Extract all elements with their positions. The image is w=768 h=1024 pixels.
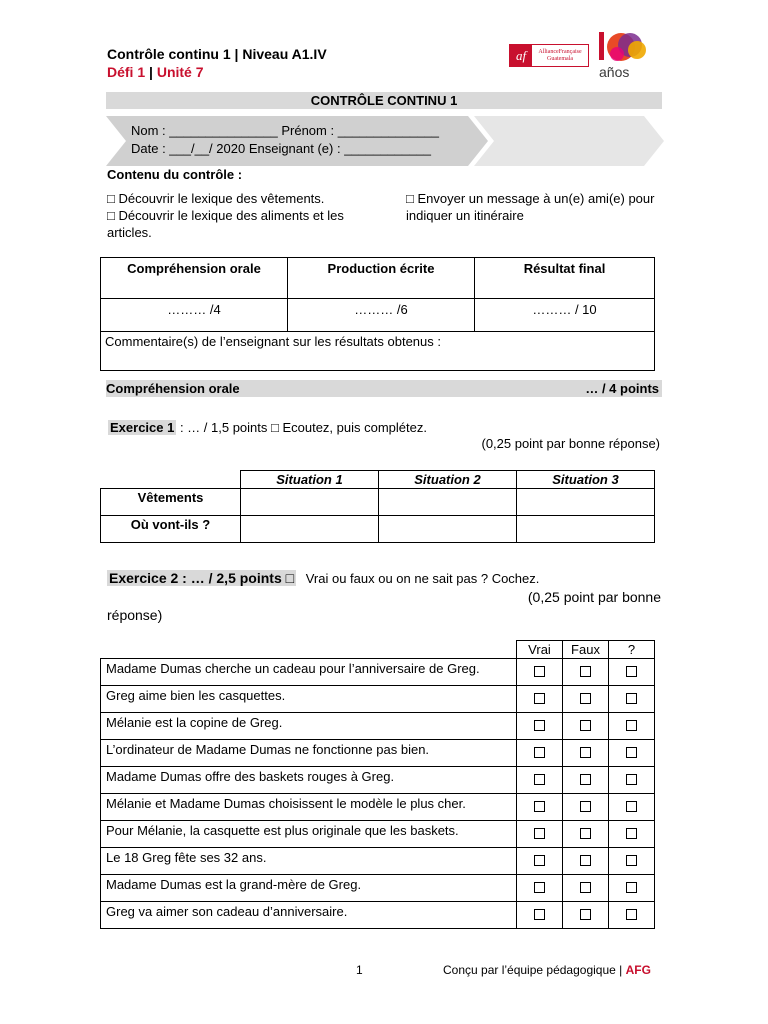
vrai-checkbox[interactable] (534, 747, 545, 758)
af-logo-mark: af (510, 45, 532, 66)
vrai-checkbox[interactable] (534, 693, 545, 704)
statement: Greg va aimer son cadeau d’anniversaire. (101, 902, 517, 929)
date-enseignant-line: Date : ___/__/ 2020 Enseignant (e) : ____________ (131, 141, 431, 156)
vrai-checkbox[interactable] (534, 720, 545, 731)
objective-message: □ Envoyer un message à un(e) ami(e) pour indiquer un itinéraire (406, 191, 655, 223)
exercise-1-note: (0,25 point par bonne réponse) (481, 436, 660, 451)
section-points: … / 4 points (585, 381, 659, 396)
col-unknown: ? (609, 641, 655, 659)
document-subtitle (107, 64, 204, 80)
faux-checkbox[interactable] (580, 747, 591, 758)
answer-cell[interactable] (379, 489, 517, 516)
col-situation-1: Situation 1 (241, 471, 379, 489)
statement: Greg aime bien les casquettes. (101, 686, 517, 713)
alliance-francaise-logo (509, 44, 589, 67)
table-row (101, 794, 655, 821)
faux-checkbox[interactable] (580, 855, 591, 866)
table-row (101, 821, 655, 848)
vrai-checkbox[interactable] (534, 774, 545, 785)
table-row (101, 686, 655, 713)
subtitle-separator: | (145, 64, 157, 80)
results-header-production: Production écrite (288, 258, 475, 299)
exercise-1-heading (108, 420, 427, 435)
col-vrai: Vrai (517, 641, 563, 659)
vrai-checkbox[interactable] (534, 909, 545, 920)
statement: Mélanie et Madame Dumas choisissent le modèle le plus cher. (101, 794, 517, 821)
empty-corner (101, 641, 517, 659)
exercise-1-label: Exercice 1 (110, 420, 175, 435)
anos-text: años (599, 64, 630, 80)
document-title: Contrôle continu 1 | Niveau A1.IV (107, 46, 327, 62)
anniversary-logo (597, 30, 653, 82)
contenu-title: Contenu du contrôle : (107, 167, 243, 182)
exercise-2-instruction: Vrai ou faux ou on ne sait pas ? Cochez. (305, 571, 540, 586)
unknown-checkbox[interactable] (626, 828, 637, 839)
exercise-2-heading (107, 570, 539, 586)
col-situation-2: Situation 2 (379, 471, 517, 489)
statement: Madame Dumas cherche un cadeau pour l’anniversaire de Greg. (101, 659, 517, 686)
results-header-final: Résultat final (475, 258, 655, 299)
table-row (101, 713, 655, 740)
table-row (101, 902, 655, 929)
table-row (101, 875, 655, 902)
unknown-checkbox[interactable] (626, 774, 637, 785)
teacher-comment[interactable]: Commentaire(s) de l’enseignant sur les résultats obtenus : (101, 332, 655, 371)
faux-checkbox[interactable] (580, 801, 591, 812)
statement: Madame Dumas est la grand-mère de Greg. (101, 875, 517, 902)
nom-prenom-line: Nom : _______________ Prénom : ______________ (131, 123, 439, 138)
row-ou-vont-ils: Où vont-ils ? (101, 516, 241, 543)
af-logo-text: AllianceFrançaise Guatemala (538, 48, 582, 62)
unknown-checkbox[interactable] (626, 720, 637, 731)
unknown-checkbox[interactable] (626, 801, 637, 812)
statement: Mélanie est la copine de Greg. (101, 713, 517, 740)
vrai-checkbox[interactable] (534, 882, 545, 893)
answer-cell[interactable] (379, 516, 517, 543)
objective-aliments: □ Découvrir le lexique des aliments et les articles. (107, 208, 344, 240)
exercise-2-label: Exercice 2 : … / 2,5 points □ (109, 570, 295, 586)
section-comprehension-bar (106, 380, 662, 397)
statement: Pour Mélanie, la casquette est plus originale que les baskets. (101, 821, 517, 848)
vrai-checkbox[interactable] (534, 855, 545, 866)
page-number: 1 (356, 963, 363, 977)
exercise-1-instruction: : … / 1,5 points □ Ecoutez, puis complétez. (176, 420, 427, 435)
statement: L’ordinateur de Madame Dumas ne fonctionne pas bien. (101, 740, 517, 767)
controle-banner: CONTRÔLE CONTINU 1 (106, 92, 662, 109)
faux-checkbox[interactable] (580, 720, 591, 731)
answer-cell[interactable] (517, 489, 655, 516)
exercise-2-note-cont: réponse) (107, 607, 163, 623)
statement: Madame Dumas offre des baskets rouges à Greg. (101, 767, 517, 794)
unknown-checkbox[interactable] (626, 855, 637, 866)
footer-credit-text: Conçu par l’équipe pédagogique | (443, 963, 626, 977)
table-row (101, 659, 655, 686)
col-situation-3: Situation 3 (517, 471, 655, 489)
faux-checkbox[interactable] (580, 828, 591, 839)
score-production[interactable]: ……… /6 (288, 299, 475, 332)
answer-cell[interactable] (241, 516, 379, 543)
exercise-2-note: (0,25 point par bonne (527, 589, 661, 605)
section-label: Compréhension orale (106, 381, 240, 396)
unite-label: Unité 7 (156, 64, 204, 80)
vrai-checkbox[interactable] (534, 828, 545, 839)
empty-corner (101, 471, 241, 489)
results-header-comprehension: Compréhension orale (101, 258, 288, 299)
unknown-checkbox[interactable] (626, 882, 637, 893)
faux-checkbox[interactable] (580, 666, 591, 677)
unknown-checkbox[interactable] (626, 909, 637, 920)
faux-checkbox[interactable] (580, 693, 591, 704)
score-comprehension[interactable]: ……… /4 (101, 299, 288, 332)
faux-checkbox[interactable] (580, 882, 591, 893)
unknown-checkbox[interactable] (626, 693, 637, 704)
table-row (101, 848, 655, 875)
results-table (100, 257, 655, 371)
unknown-checkbox[interactable] (626, 666, 637, 677)
unknown-checkbox[interactable] (626, 747, 637, 758)
situations-table (100, 470, 655, 543)
col-faux: Faux (563, 641, 609, 659)
answer-cell[interactable] (517, 516, 655, 543)
objective-vetements: □ Découvrir le lexique des vêtements. (107, 191, 325, 206)
footer-org: AFG (625, 963, 651, 977)
row-vetements: Vêtements (101, 489, 241, 516)
defi-label: Défi 1 (107, 64, 146, 80)
score-final[interactable]: ……… / 10 (475, 299, 655, 332)
vrai-checkbox[interactable] (534, 801, 545, 812)
faux-checkbox[interactable] (580, 774, 591, 785)
footer-credit (443, 963, 651, 977)
table-row (101, 767, 655, 794)
statement: Le 18 Greg fête ses 32 ans. (101, 848, 517, 875)
table-row (101, 740, 655, 767)
vrai-faux-table (100, 640, 655, 929)
vrai-checkbox[interactable] (534, 666, 545, 677)
faux-checkbox[interactable] (580, 909, 591, 920)
answer-cell[interactable] (241, 489, 379, 516)
